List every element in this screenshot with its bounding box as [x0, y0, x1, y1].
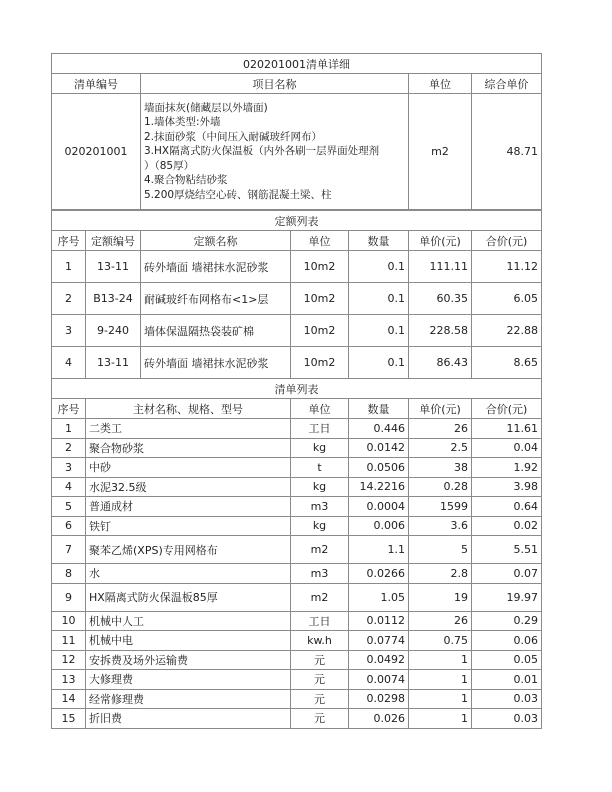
- quota-header-cell: 定额名称: [141, 231, 291, 251]
- table-cell: m3: [291, 497, 349, 517]
- table-cell: 26: [409, 611, 472, 631]
- table-cell: 元: [291, 709, 349, 729]
- table-cell: 耐碱玻纤布网格布<1>层: [141, 283, 291, 315]
- material-header-cell: 序号: [52, 399, 86, 419]
- table-cell: 聚合物砂浆: [86, 438, 291, 458]
- quota-header-cell: 单位: [291, 231, 349, 251]
- table-cell: 0.06: [472, 631, 542, 651]
- table-cell: 13-11: [86, 347, 141, 379]
- table-row: [52, 631, 542, 651]
- material-header-cell: 单价(元): [409, 399, 472, 419]
- table-cell: 26: [409, 419, 472, 439]
- table-cell: 水: [86, 564, 291, 584]
- table-cell: 1: [52, 419, 86, 439]
- table-row: [52, 419, 542, 439]
- table-cell: 普通成材: [86, 497, 291, 517]
- table-cell: 元: [291, 650, 349, 670]
- table-cell: 14.2216: [349, 477, 409, 497]
- table-cell: 0.07: [472, 564, 542, 584]
- table-cell: 0.0492: [349, 650, 409, 670]
- table-cell: 19.97: [472, 583, 542, 611]
- table-cell: 2.5: [409, 438, 472, 458]
- table-cell: 二类工: [86, 419, 291, 439]
- table-cell: 1.92: [472, 458, 542, 478]
- table-cell: 2.8: [409, 564, 472, 584]
- table-cell: m3: [291, 564, 349, 584]
- table-cell: 10m2: [291, 251, 349, 283]
- material-header-cell: 主材名称、规格、型号: [86, 399, 291, 419]
- table-cell: 0.0004: [349, 497, 409, 517]
- item-description-line: ）（85厚）: [144, 159, 195, 172]
- table-cell: 元: [291, 670, 349, 690]
- table-cell: 0.0112: [349, 611, 409, 631]
- table-cell: 4: [52, 347, 86, 379]
- table-cell: 13-11: [86, 251, 141, 283]
- table-cell: 7: [52, 536, 86, 564]
- table-cell: 0.1: [349, 283, 409, 315]
- table-cell: 14: [52, 689, 86, 709]
- quota-header-cell: 序号: [52, 231, 86, 251]
- table-cell: 10m2: [291, 283, 349, 315]
- table-cell: 经常修理费: [86, 689, 291, 709]
- quota-table: [51, 210, 542, 379]
- table-cell: 6: [52, 516, 86, 536]
- table-cell: 4: [52, 477, 86, 497]
- table-cell: 0.28: [409, 477, 472, 497]
- material-header-cell: 单位: [291, 399, 349, 419]
- table-cell: 1: [52, 251, 86, 283]
- item-header-row: [52, 74, 542, 94]
- table-cell: 0.03: [472, 709, 542, 729]
- item-unit: m2: [409, 94, 472, 210]
- table-row: [52, 564, 542, 584]
- table-cell: 大修理费: [86, 670, 291, 690]
- table-cell: 水泥32.5级: [86, 477, 291, 497]
- table-cell: 0.1: [349, 315, 409, 347]
- table-cell: 0.1: [349, 251, 409, 283]
- quota-header-cell: 数量: [349, 231, 409, 251]
- table-cell: 铁钉: [86, 516, 291, 536]
- table-cell: 工日: [291, 419, 349, 439]
- table-cell: 1.05: [349, 583, 409, 611]
- item-row: [52, 94, 542, 210]
- table-cell: 0.02: [472, 516, 542, 536]
- table-cell: 0.03: [472, 689, 542, 709]
- table-row: [52, 477, 542, 497]
- page-title: 020201001清单详细: [52, 54, 542, 74]
- table-cell: B13-24: [86, 283, 141, 315]
- item-description-line: 1.墙体类型:外墙: [144, 116, 221, 129]
- table-cell: 0.0266: [349, 564, 409, 584]
- item-description-line: 墙面抹灰(储藏层以外墙面): [144, 101, 268, 114]
- material-table: [51, 378, 542, 729]
- item-code: 020201001: [52, 94, 141, 210]
- table-cell: 元: [291, 689, 349, 709]
- table-cell: HX隔离式防火保温板85厚: [86, 583, 291, 611]
- table-cell: 1: [409, 670, 472, 690]
- table-cell: 11: [52, 631, 86, 651]
- quota-header-cell: 定额编号: [86, 231, 141, 251]
- table-cell: 8: [52, 564, 86, 584]
- table-cell: 1: [409, 689, 472, 709]
- table-row: [52, 611, 542, 631]
- table-cell: 聚苯乙烯(XPS)专用网格布: [86, 536, 291, 564]
- table-cell: 砖外墙面 墙裙抹水泥砂浆: [141, 251, 291, 283]
- table-cell: 3.6: [409, 516, 472, 536]
- table-cell: 2: [52, 283, 86, 315]
- table-cell: kg: [291, 516, 349, 536]
- table-cell: 22.88: [472, 315, 542, 347]
- table-cell: 228.58: [409, 315, 472, 347]
- material-header-cell: 数量: [349, 399, 409, 419]
- table-cell: 19: [409, 583, 472, 611]
- table-cell: 0.05: [472, 650, 542, 670]
- table-cell: kw.h: [291, 631, 349, 651]
- item-description: [141, 94, 409, 210]
- table-row: [52, 251, 542, 283]
- table-cell: 砖外墙面 墙裙抹水泥砂浆: [141, 347, 291, 379]
- quota-header-cell: 单价(元): [409, 231, 472, 251]
- header-unit: 单位: [409, 74, 472, 94]
- table-cell: 0.75: [409, 631, 472, 651]
- table-cell: kg: [291, 438, 349, 458]
- item-description-line: 5.200厚烧结空心砖、钢筋混凝土梁、柱: [144, 188, 332, 201]
- table-cell: 5.51: [472, 536, 542, 564]
- table-cell: 0.0298: [349, 689, 409, 709]
- header-price: 综合单价: [472, 74, 542, 94]
- table-cell: 工日: [291, 611, 349, 631]
- table-cell: 安拆费及场外运输费: [86, 650, 291, 670]
- table-cell: 折旧费: [86, 709, 291, 729]
- table-cell: 机械中人工: [86, 611, 291, 631]
- table-row: [52, 458, 542, 478]
- table-cell: m2: [291, 536, 349, 564]
- quota-header-cell: 合价(元): [472, 231, 542, 251]
- table-cell: 111.11: [409, 251, 472, 283]
- table-cell: 13: [52, 670, 86, 690]
- header-code: 清单编号: [52, 74, 141, 94]
- table-cell: 10: [52, 611, 86, 631]
- quota-header-row: [52, 231, 542, 251]
- table-cell: 0.446: [349, 419, 409, 439]
- table-row: [52, 516, 542, 536]
- item-table: [51, 53, 542, 210]
- table-cell: 机械中电: [86, 631, 291, 651]
- item-price: 48.71: [472, 94, 542, 210]
- table-cell: 11.61: [472, 419, 542, 439]
- table-cell: 0.29: [472, 611, 542, 631]
- table-cell: 9-240: [86, 315, 141, 347]
- table-cell: 2: [52, 438, 86, 458]
- table-cell: 0.04: [472, 438, 542, 458]
- table-row: [52, 497, 542, 517]
- table-cell: 9: [52, 583, 86, 611]
- table-cell: 12: [52, 650, 86, 670]
- table-cell: 11.12: [472, 251, 542, 283]
- table-cell: 0.0074: [349, 670, 409, 690]
- table-cell: 0.026: [349, 709, 409, 729]
- table-cell: t: [291, 458, 349, 478]
- material-header-row: [52, 399, 542, 419]
- table-cell: 5: [52, 497, 86, 517]
- table-row: [52, 536, 542, 564]
- table-cell: 0.0774: [349, 631, 409, 651]
- table-cell: 6.05: [472, 283, 542, 315]
- item-description-line: 4.聚合物粘结砂浆: [144, 174, 228, 187]
- header-name: 项目名称: [141, 74, 409, 94]
- table-cell: 0.0506: [349, 458, 409, 478]
- table-cell: 15: [52, 709, 86, 729]
- table-row: [52, 583, 542, 611]
- table-cell: 0.1: [349, 347, 409, 379]
- table-cell: 1: [409, 650, 472, 670]
- table-cell: 1599: [409, 497, 472, 517]
- table-cell: 86.43: [409, 347, 472, 379]
- table-cell: 10m2: [291, 347, 349, 379]
- table-cell: kg: [291, 477, 349, 497]
- table-row: [52, 650, 542, 670]
- item-description-line: 3.HX隔离式防火保温板（内外各刷一层界面处理剂: [144, 145, 380, 158]
- item-description-line: 2.抹面砂浆（中间压入耐碱玻纤网布）: [144, 130, 323, 143]
- table-row: [52, 438, 542, 458]
- table-cell: 0.01: [472, 670, 542, 690]
- quota-section-title: 定额列表: [52, 211, 542, 231]
- table-cell: 3.98: [472, 477, 542, 497]
- table-cell: 10m2: [291, 315, 349, 347]
- table-row: [52, 283, 542, 315]
- table-cell: 0.64: [472, 497, 542, 517]
- table-cell: 3: [52, 458, 86, 478]
- table-row: [52, 709, 542, 729]
- material-section-title: 清单列表: [52, 379, 542, 399]
- table-cell: 60.35: [409, 283, 472, 315]
- table-cell: 0.0142: [349, 438, 409, 458]
- table-cell: 8.65: [472, 347, 542, 379]
- table-cell: 1: [409, 709, 472, 729]
- table-cell: 38: [409, 458, 472, 478]
- table-cell: m2: [291, 583, 349, 611]
- table-row: [52, 315, 542, 347]
- table-row: [52, 347, 542, 379]
- table-cell: 中砂: [86, 458, 291, 478]
- table-cell: 3: [52, 315, 86, 347]
- table-cell: 5: [409, 536, 472, 564]
- table-cell: 墙体保温隔热袋装矿棉: [141, 315, 291, 347]
- table-cell: 0.006: [349, 516, 409, 536]
- table-row: [52, 689, 542, 709]
- table-cell: 1.1: [349, 536, 409, 564]
- material-header-cell: 合价(元): [472, 399, 542, 419]
- table-row: [52, 670, 542, 690]
